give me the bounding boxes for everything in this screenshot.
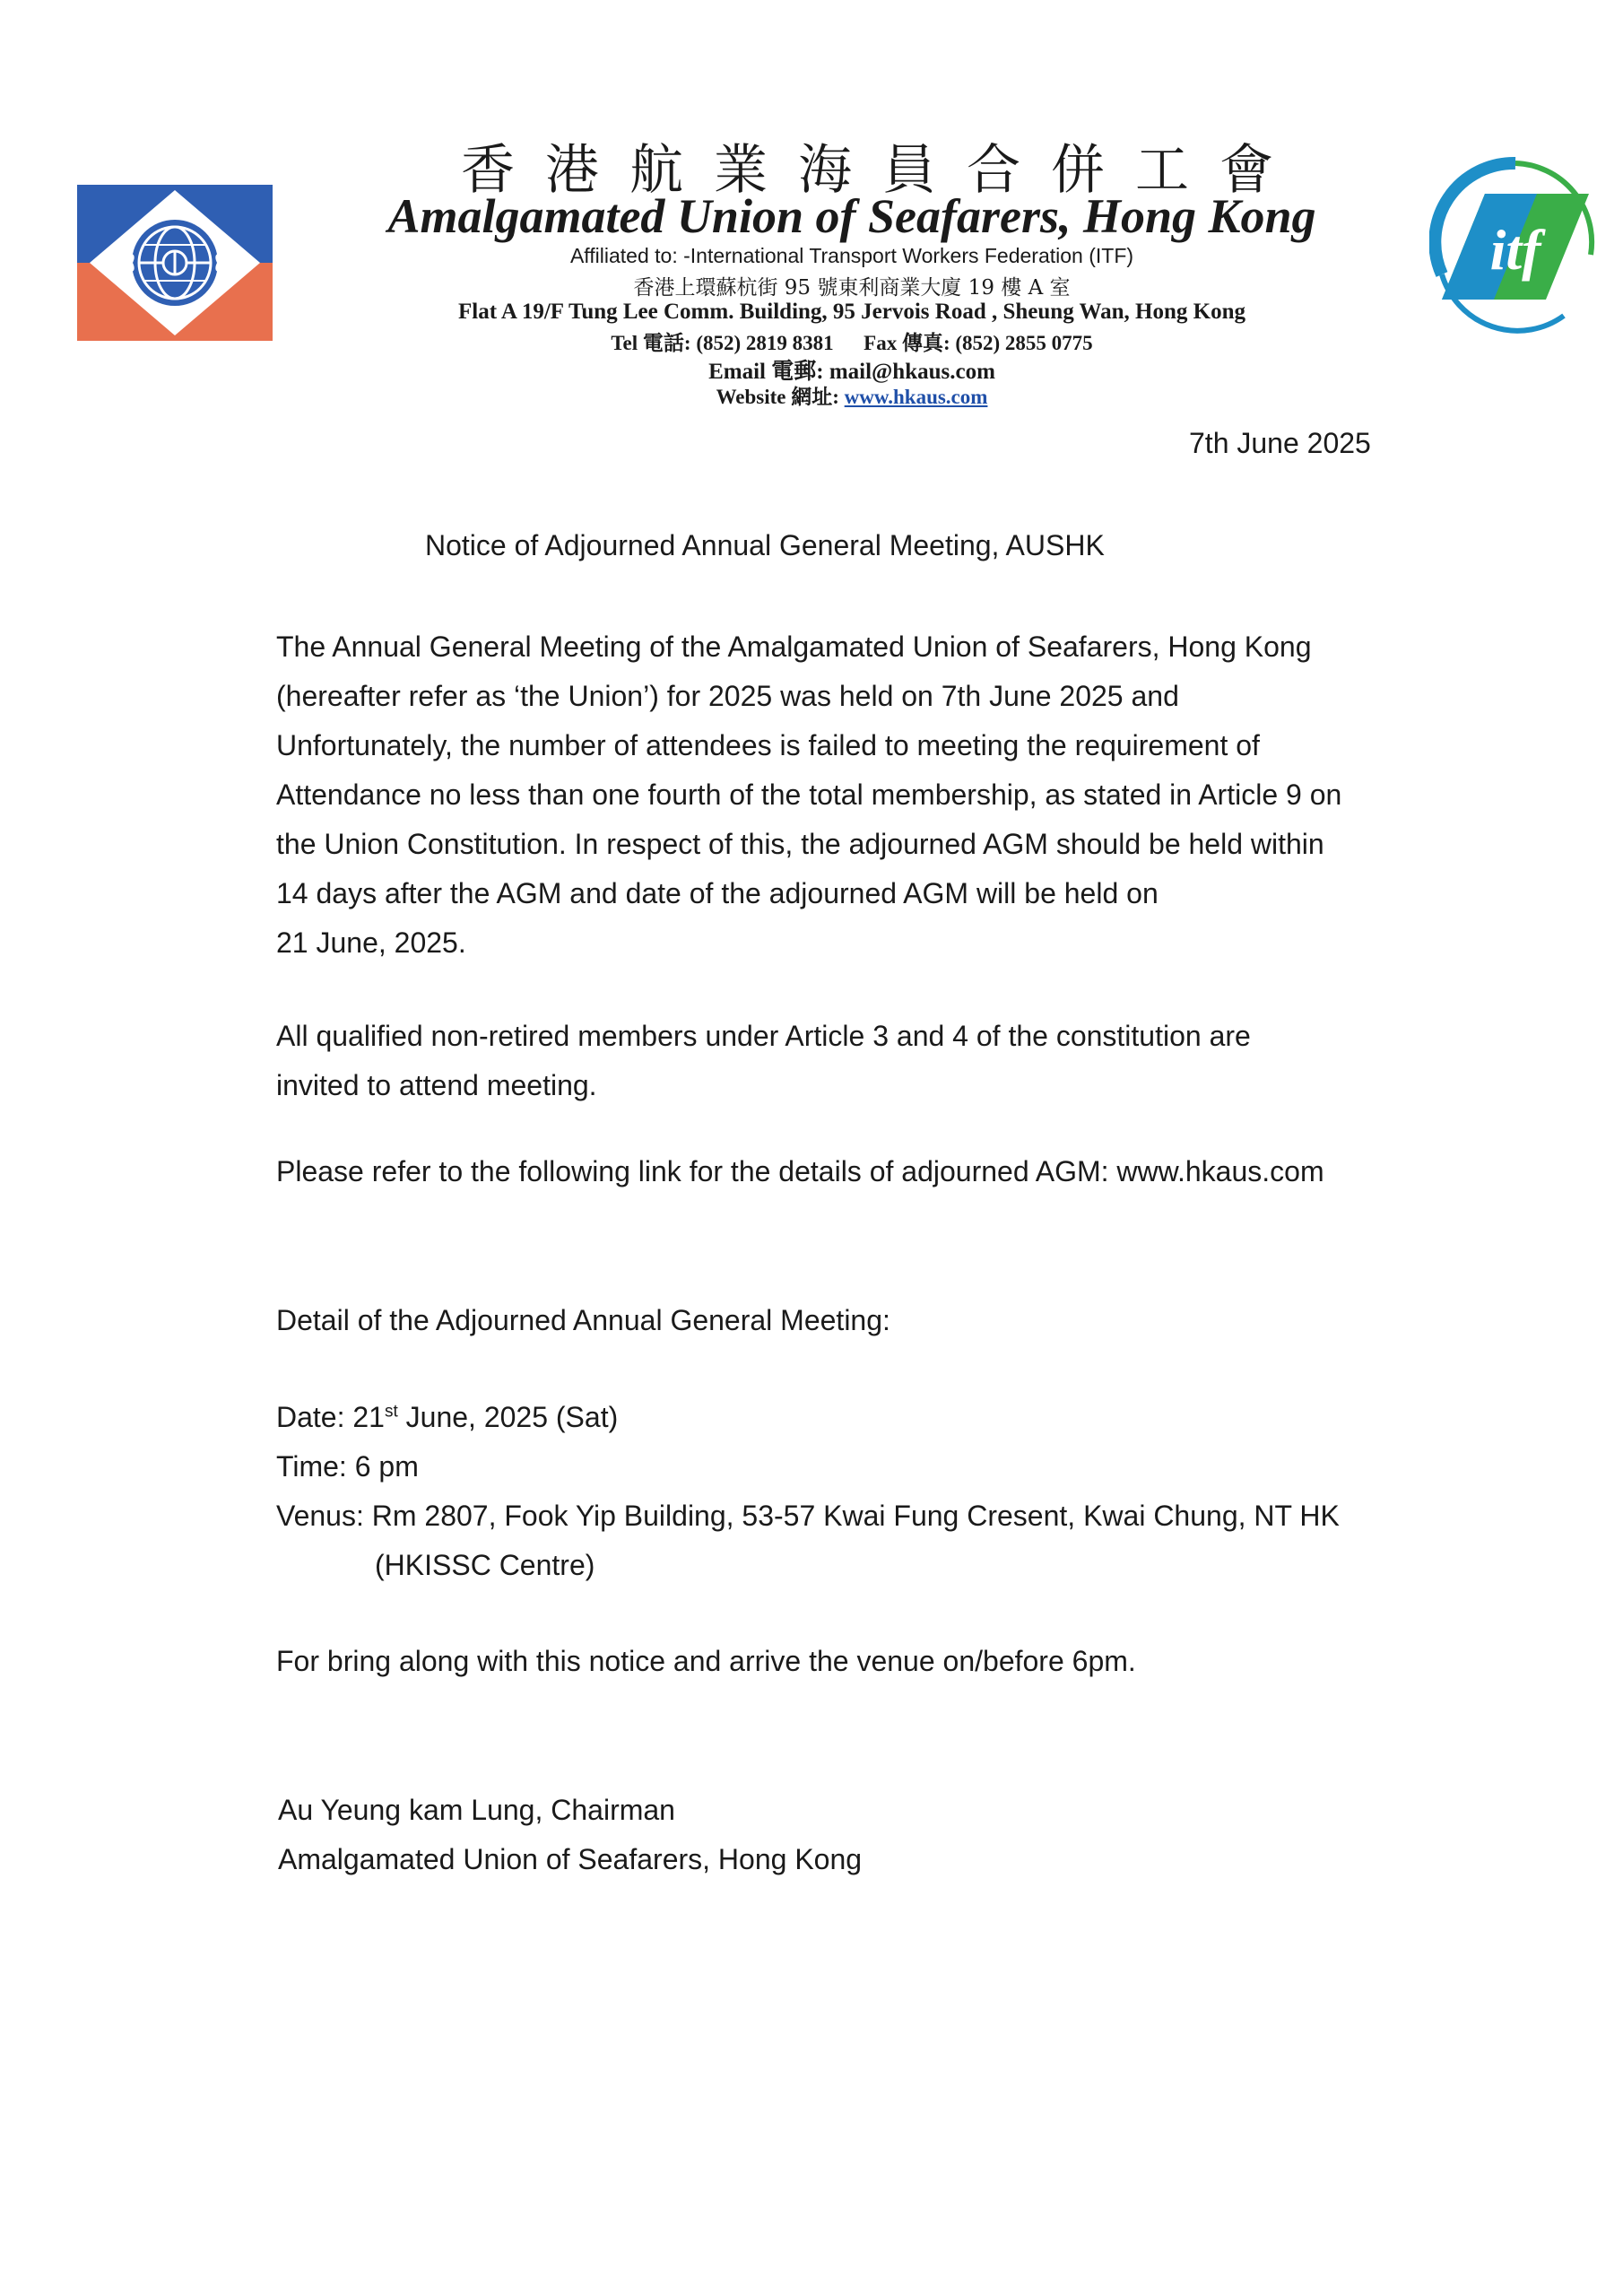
contact-phone-fax — [359, 326, 1345, 356]
fax-label: Fax 傳真: — [864, 332, 950, 354]
paragraph-line: 14 days after the AGM and date of the adjourned AGM will be held on — [276, 877, 1159, 909]
tel-label: Tel 電話: — [611, 332, 691, 354]
meeting-date-sup: st — [384, 1402, 398, 1422]
paragraph-line: The Annual General Meeting of the Amalgamated Union of Seafarers, Hong Kong — [276, 631, 1312, 663]
website-link[interactable]: www.hkaus.com — [844, 386, 988, 408]
email-address: mail@hkaus.com — [829, 360, 995, 384]
meeting-date-post: June, 2025 (Sat) — [397, 1401, 619, 1433]
itf-logo-text: itf — [1489, 218, 1541, 282]
meeting-date-pre: Date: 21 — [276, 1401, 385, 1433]
chinese-address: 香港上環蘇杭街 95 號東利商業大廈 19 樓 A 室 — [633, 276, 1071, 300]
paragraph-meeting-notice — [276, 622, 1442, 968]
meeting-time: Time: 6 pm — [276, 1450, 419, 1483]
paragraph-details-link: Please refer to the following link for the details of adjourned AGM: www.hkaus.com — [276, 1155, 1324, 1187]
contact-website — [359, 380, 1345, 410]
signatory-name: Au Yeung kam Lung, Chairman — [278, 1794, 675, 1826]
itf-logo — [1429, 156, 1601, 337]
signatory-organisation: Amalgamated Union of Seafarers, Hong Kong — [278, 1843, 863, 1875]
paragraph-line: the Union Constitution. In respect of this, the adjourned AGM should be held within — [276, 828, 1324, 860]
paragraph-line: Attendance no less than one fourth of the total membership, as stated in Article 9 on — [276, 778, 1342, 811]
meeting-date — [276, 1401, 618, 1434]
email-label: Email 電郵: — [708, 360, 824, 384]
paragraph-eligibility — [276, 1012, 1251, 1110]
fax-number: (852) 2855 0775 — [955, 332, 1093, 354]
union-logo — [77, 185, 273, 341]
english-address: Flat A 19/F Tung Lee Comm. Building, 95 Jervois Road , Sheung Wan, Hong Kong — [458, 300, 1245, 324]
paragraph-line: (hereafter refer as ‘the Union’) for 2025 was held on 7th June 2025 and — [276, 680, 1179, 712]
paragraph-line: 21 June, 2025. — [276, 926, 466, 959]
english-union-name: Amalgamated Union of Seafarers, Hong Kong — [387, 189, 1316, 243]
website-label: Website 網址: — [716, 386, 839, 408]
chinese-union-name: 香港航業海員合併工會 — [461, 139, 1304, 202]
letter-subject: Notice of Adjourned Annual General Meeting, AUSHK — [425, 529, 1105, 561]
affiliation-line: Affiliated to: -International Transport Workers Federation (ITF) — [569, 244, 1134, 267]
meeting-venue: Venus: Rm 2807, Fook Yip Building, 53-57 Kwai Fung Cresent, Kwai Chung, NT HK — [276, 1500, 1340, 1532]
attendance-note: For bring along with this notice and arrive the venue on/before 6pm. — [276, 1645, 1136, 1677]
letter-date: 7th June 2025 — [1189, 427, 1371, 459]
meeting-details-heading: Detail of the Adjourned Annual General Meeting: — [276, 1304, 890, 1336]
tel-number: (852) 2819 8381 — [696, 332, 834, 354]
paragraph-line: invited to attend meeting. — [276, 1069, 597, 1101]
meeting-venue-centre: (HKISSC Centre) — [375, 1549, 595, 1581]
paragraph-line: Unfortunately, the number of attendees is failed to meeting the requirement of — [276, 729, 1260, 761]
paragraph-line: All qualified non-retired members under Article 3 and 4 of the constitution are — [276, 1020, 1251, 1052]
